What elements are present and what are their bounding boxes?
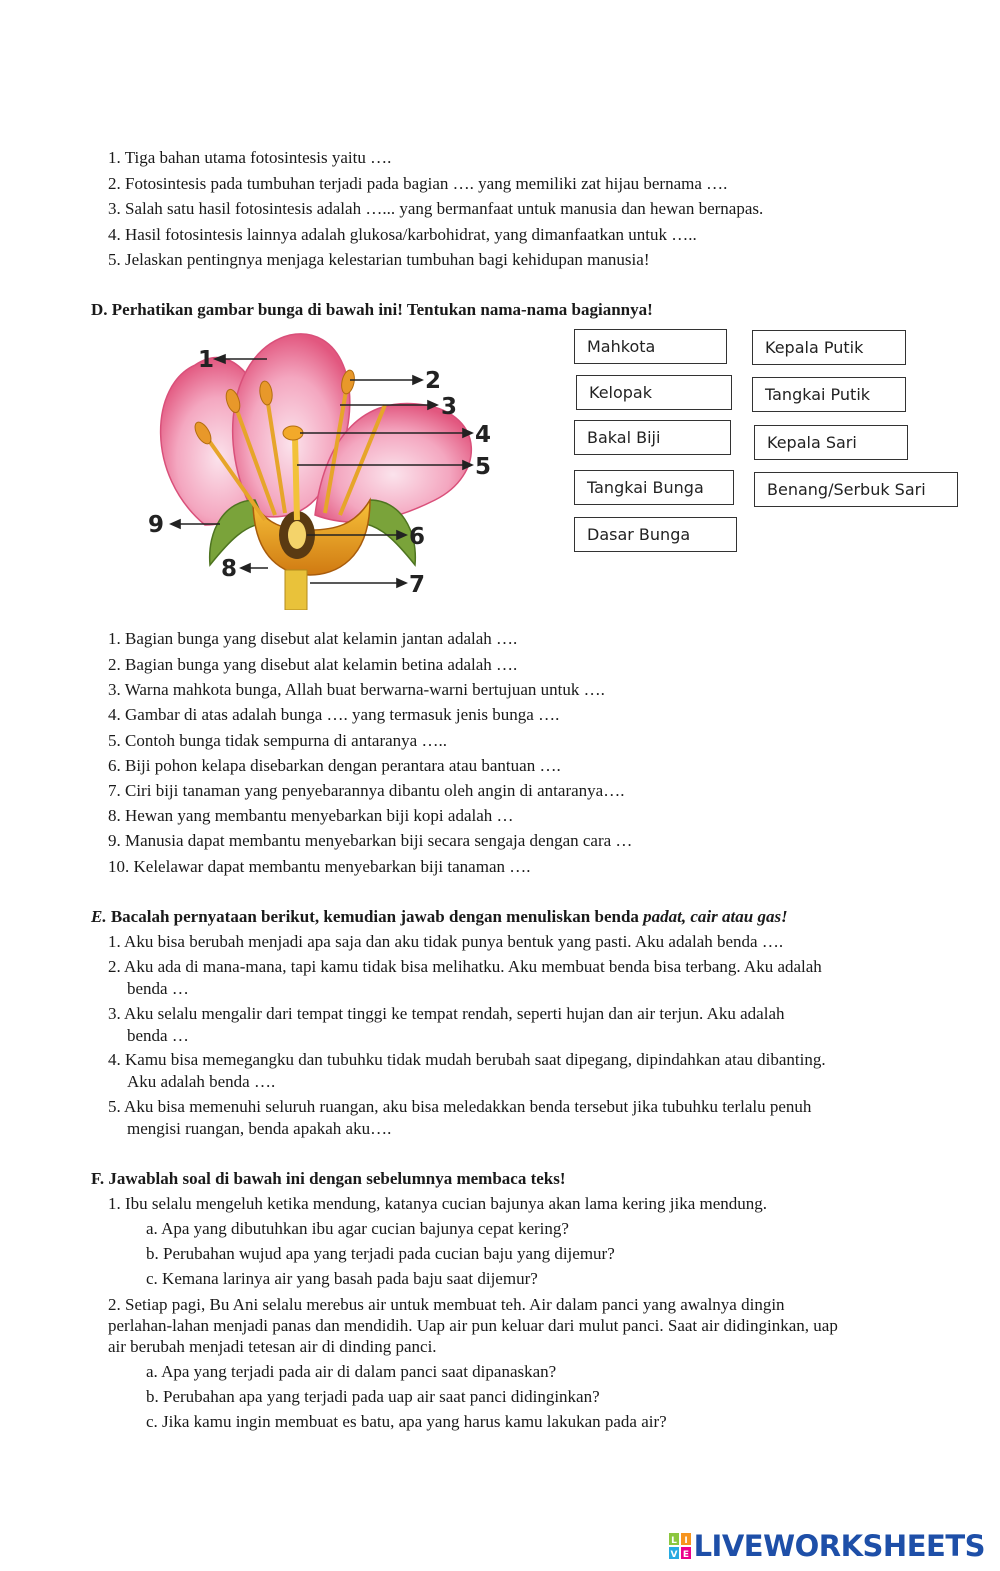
answer-box-kepala-sari[interactable]: Kepala Sari (754, 425, 908, 460)
section-f-line-2-cont2: air berubah menjadi tetesan air di dinding panci. (108, 1337, 437, 1356)
diagram-label-9: 9 (148, 512, 165, 538)
section-d-question-6: 6. Biji pohon kelapa disebarkan dengan perantara atau bantuan …. (108, 756, 561, 775)
section-e-line-4: 4. Kamu bisa memegangku dan tubuhku tidak mudah berubah saat dipegang, dipindahkan atau dibanting. (108, 1050, 826, 1069)
section-f-line-1b: b. Perubahan wujud apa yang terjadi pada cucian baju yang dijemur? (146, 1244, 615, 1263)
section-f-line-2: 2. Setiap pagi, Bu Ani selalu merebus air untuk membuat teh. Air dalam panci yang awalnya dingin (108, 1295, 785, 1314)
diagram-label-7: 7 (409, 572, 426, 598)
section-d-question-3: 3. Warna mahkota bunga, Allah buat berwarna-warni bertujuan untuk …. (108, 680, 605, 699)
section-e-heading-text: Bacalah pernyataan berikut, kemudian jawab dengan menuliskan benda (106, 907, 644, 926)
section-e-heading (91, 907, 788, 927)
section-f-line-2c: c. Jika kamu ingin membuat es batu, apa yang harus kamu lakukan pada air? (146, 1412, 667, 1431)
section-f-line-2b: b. Perubahan apa yang terjadi pada uap air saat panci didinginkan? (146, 1387, 600, 1406)
section-e-line-3b: benda … (127, 1026, 189, 1045)
section-e-line-1: 1. Aku bisa berubah menjadi apa saja dan aku tidak punya bentuk yang pasti. Aku adalah benda …. (108, 932, 784, 951)
diagram-label-6: 6 (409, 524, 426, 550)
section-e-line-5b: mengisi ruangan, benda apakah aku…. (127, 1119, 392, 1138)
section-e-line-3: 3. Aku selalu mengalir dari tempat tinggi ke tempat rendah, seperti hujan dan air terjun. Aku adalah (108, 1004, 785, 1023)
section-f-line-2a: a. Apa yang terjadi pada air di dalam panci saat dipanaskan? (146, 1362, 557, 1381)
section-e-line-4b: Aku adalah benda …. (127, 1072, 276, 1091)
section-e-line-5: 5. Aku bisa memenuhi seluruh ruangan, aku bisa meledakkan benda tersebut jika tubuhku terlalu penuh (108, 1097, 812, 1116)
section-e-letter: E. (91, 907, 107, 926)
section-f-line-1a: a. Apa yang dibutuhkan ibu agar cucian bajunya cepat kering? (146, 1219, 569, 1238)
diagram-label-8: 8 (221, 556, 238, 582)
section-d-question-5: 5. Contoh bunga tidak sempurna di antaranya ….. (108, 731, 447, 750)
logo-letter-e: E (682, 1550, 689, 1559)
section-f-line-1c: c. Kemana larinya air yang basah pada baju saat dijemur? (146, 1269, 538, 1288)
section-c-item-4: 4. Hasil fotosintesis lainnya adalah glukosa/karbohidrat, yang dimanfaatkan untuk ….. (108, 225, 697, 244)
liveworksheets-footer (669, 1529, 985, 1563)
section-c-item-1: 1. Tiga bahan utama fotosintesis yaitu …. (108, 148, 392, 167)
answer-box-dasar-bunga[interactable]: Dasar Bunga (574, 517, 737, 552)
section-d-question-7: 7. Ciri biji tanaman yang penyebarannya dibantu oleh angin di antaranya…. (108, 781, 625, 800)
section-d-heading: D. Perhatikan gambar bunga di bawah ini! Tentukan nama-nama bagiannya! (91, 300, 653, 319)
section-f-line-1: 1. Ibu selalu mengeluh ketika mendung, katanya cucian bajunya akan lama kering jika mendung. (108, 1194, 768, 1213)
answer-box-bakal-biji[interactable]: Bakal Biji (574, 420, 731, 455)
answer-box-mahkota[interactable]: Mahkota (574, 329, 727, 364)
section-d-question-8: 8. Hewan yang membantu menyebarkan biji kopi adalah … (108, 806, 514, 825)
section-e-heading-italic: padat, cair atau gas! (643, 907, 788, 926)
liveworksheets-logo-icon (669, 1533, 691, 1559)
liveworksheets-brand: LIVEWORKSHEETS (693, 1529, 985, 1563)
section-f-line-2-cont1: perlahan-lahan menjadi panas dan mendidih. Uap air pun keluar dari mulut panci. Saat air didinginkan, uap (108, 1316, 838, 1335)
section-d-question-9: 9. Manusia dapat membantu menyebarkan biji secara sengaja dengan cara … (108, 831, 633, 850)
logo-letter-l: L (670, 1536, 677, 1546)
section-d-question-2: 2. Bagian bunga yang disebut alat kelamin betina adalah …. (108, 655, 518, 674)
diagram-label-5: 5 (475, 454, 492, 480)
answer-box-tangkai-putik[interactable]: Tangkai Putik (752, 377, 906, 412)
section-e-line-2: 2. Aku ada di mana-mana, tapi kamu tidak bisa melihatku. Aku membuat benda bisa terbang. Aku adalah (108, 957, 822, 976)
section-d-question-10: 10. Kelelawar dapat membantu menyebarkan biji tanaman …. (108, 857, 531, 876)
answer-box-kelopak[interactable]: Kelopak (576, 375, 732, 410)
diagram-label-2: 2 (425, 368, 442, 394)
section-c-item-2: 2. Fotosintesis pada tumbuhan terjadi pada bagian …. yang memiliki zat hijau bernama …. (108, 174, 728, 193)
section-f-heading: F. Jawablah soal di bawah ini dengan sebelumnya membaca teks! (91, 1169, 566, 1188)
diagram-label-3: 3 (441, 394, 458, 420)
section-d-question-4: 4. Gambar di atas adalah bunga …. yang termasuk jenis bunga …. (108, 705, 560, 724)
logo-letter-i: I (683, 1536, 688, 1546)
answer-box-benang-serbuk-sari[interactable]: Benang/Serbuk Sari (754, 472, 958, 507)
answer-box-kepala-putik[interactable]: Kepala Putik (752, 330, 906, 365)
section-c-item-3: 3. Salah satu hasil fotosintesis adalah …... yang bermanfaat untuk manusia dan hewan bernapas. (108, 199, 764, 218)
answer-box-tangkai-bunga[interactable]: Tangkai Bunga (574, 470, 734, 505)
section-d-question-1: 1. Bagian bunga yang disebut alat kelamin jantan adalah …. (108, 629, 518, 648)
logo-letter-v: V (670, 1550, 678, 1559)
section-e-line-2b: benda … (127, 979, 189, 998)
section-c-item-5: 5. Jelaskan pentingnya menjaga kelestarian tumbuhan bagi kehidupan manusia! (108, 250, 650, 269)
diagram-label-1: 1 (198, 347, 215, 373)
flower-diagram (135, 325, 515, 610)
diagram-label-4: 4 (475, 422, 492, 448)
